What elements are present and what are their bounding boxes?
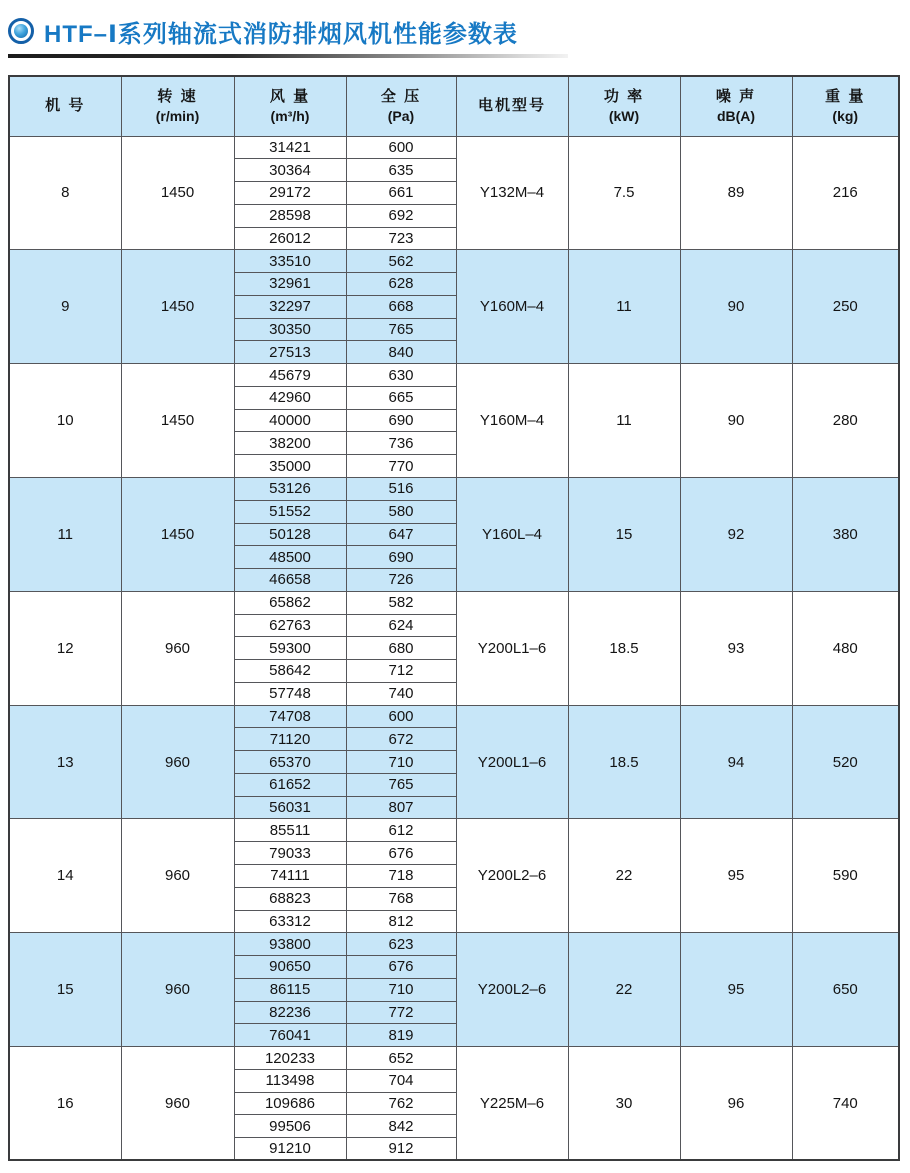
- cell-airflow: 74111: [234, 865, 346, 888]
- header-speed-unit: (r/min): [155, 107, 200, 124]
- cell-pressure: 635: [346, 159, 456, 182]
- cell-airflow: 99506: [234, 1115, 346, 1138]
- cell-airflow: 29172: [234, 182, 346, 205]
- table-row: [9, 364, 899, 387]
- cell-airflow: 56031: [234, 796, 346, 819]
- cell-pressure: 600: [346, 136, 456, 159]
- cell-airflow: 26012: [234, 227, 346, 250]
- cell-airflow: 76041: [234, 1024, 346, 1047]
- cell-pressure: 736: [346, 432, 456, 455]
- cell-motor-model: Y200L1–6: [456, 591, 568, 705]
- cell-pressure: 692: [346, 204, 456, 227]
- table-row: [9, 933, 899, 956]
- header-pressure: [346, 76, 456, 136]
- cell-airflow: 65370: [234, 751, 346, 774]
- cell-weight: 520: [792, 705, 899, 819]
- cell-noise: 96: [680, 1047, 792, 1161]
- table-row: [9, 477, 899, 500]
- cell-motor-model: Y225M–6: [456, 1047, 568, 1161]
- cell-airflow: 63312: [234, 910, 346, 933]
- header-airflow: [234, 76, 346, 136]
- cell-noise: 93: [680, 591, 792, 705]
- cell-speed: 960: [121, 819, 234, 933]
- table-row: [9, 819, 899, 842]
- cell-size: 16: [9, 1047, 121, 1161]
- cell-pressure: 762: [346, 1092, 456, 1115]
- cell-speed: 1450: [121, 477, 234, 591]
- cell-power: 11: [568, 364, 680, 478]
- cell-pressure: 812: [346, 910, 456, 933]
- cell-power: 11: [568, 250, 680, 364]
- cell-airflow: 90650: [234, 956, 346, 979]
- cell-pressure: 772: [346, 1001, 456, 1024]
- table-row: [9, 705, 899, 728]
- cell-pressure: 630: [346, 364, 456, 387]
- cell-size: 10: [9, 364, 121, 478]
- cell-power: 22: [568, 933, 680, 1047]
- cell-airflow: 45679: [234, 364, 346, 387]
- header-power-unit: (kW): [608, 107, 640, 124]
- cell-motor-model: Y160M–4: [456, 364, 568, 478]
- cell-airflow: 30364: [234, 159, 346, 182]
- cell-airflow: 58642: [234, 660, 346, 683]
- cell-motor-model: Y160M–4: [456, 250, 568, 364]
- cell-airflow: 82236: [234, 1001, 346, 1024]
- cell-noise: 92: [680, 477, 792, 591]
- title-row: [0, 0, 910, 48]
- cell-pressure: 912: [346, 1138, 456, 1161]
- table-row: [9, 591, 899, 614]
- bullseye-bullet-icon: [8, 18, 34, 44]
- cell-power: 18.5: [568, 705, 680, 819]
- cell-speed: 960: [121, 591, 234, 705]
- cell-size: 15: [9, 933, 121, 1047]
- cell-airflow: 51552: [234, 500, 346, 523]
- cell-airflow: 32297: [234, 295, 346, 318]
- header-weight-unit: (kg): [832, 107, 859, 124]
- cell-noise: 90: [680, 250, 792, 364]
- cell-pressure: 676: [346, 956, 456, 979]
- cell-pressure: 665: [346, 386, 456, 409]
- cell-pressure: 680: [346, 637, 456, 660]
- cell-pressure: 612: [346, 819, 456, 842]
- table-body: [9, 136, 899, 1160]
- header-pressure-unit: (Pa): [387, 107, 415, 124]
- cell-pressure: 652: [346, 1047, 456, 1070]
- cell-airflow: 28598: [234, 204, 346, 227]
- cell-power: 30: [568, 1047, 680, 1161]
- cell-noise: 90: [680, 364, 792, 478]
- cell-weight: 380: [792, 477, 899, 591]
- cell-weight: 216: [792, 136, 899, 250]
- cell-pressure: 628: [346, 273, 456, 296]
- header-airflow-unit: (m³/h): [270, 107, 310, 124]
- cell-size: 14: [9, 819, 121, 933]
- cell-weight: 590: [792, 819, 899, 933]
- cell-pressure: 624: [346, 614, 456, 637]
- cell-pressure: 661: [346, 182, 456, 205]
- table-header: [9, 76, 899, 136]
- cell-noise: 95: [680, 933, 792, 1047]
- header-motor-model-label: 电机型号: [477, 97, 546, 115]
- table-row: [9, 136, 899, 159]
- cell-pressure: 712: [346, 660, 456, 683]
- header-pressure-label: 全 压: [380, 88, 422, 106]
- cell-airflow: 38200: [234, 432, 346, 455]
- cell-pressure: 840: [346, 341, 456, 364]
- header-airflow-label: 风 量: [269, 88, 311, 106]
- cell-airflow: 93800: [234, 933, 346, 956]
- cell-motor-model: Y160L–4: [456, 477, 568, 591]
- cell-pressure: 580: [346, 500, 456, 523]
- cell-size: 9: [9, 250, 121, 364]
- cell-speed: 960: [121, 705, 234, 819]
- cell-pressure: 600: [346, 705, 456, 728]
- cell-power: 18.5: [568, 591, 680, 705]
- cell-pressure: 768: [346, 887, 456, 910]
- cell-pressure: 740: [346, 682, 456, 705]
- cell-size: 11: [9, 477, 121, 591]
- cell-pressure: 765: [346, 773, 456, 796]
- header-size: [9, 76, 121, 136]
- cell-speed: 1450: [121, 136, 234, 250]
- page-title: HTF–Ⅰ系列轴流式消防排烟风机性能参数表: [44, 20, 518, 48]
- cell-airflow: 113498: [234, 1069, 346, 1092]
- cell-airflow: 120233: [234, 1047, 346, 1070]
- cell-weight: 250: [792, 250, 899, 364]
- cell-airflow: 86115: [234, 978, 346, 1001]
- cell-airflow: 30350: [234, 318, 346, 341]
- header-size-label: 机 号: [45, 97, 86, 115]
- cell-airflow: 109686: [234, 1092, 346, 1115]
- cell-pressure: 819: [346, 1024, 456, 1047]
- cell-pressure: 562: [346, 250, 456, 273]
- cell-size: 13: [9, 705, 121, 819]
- cell-pressure: 647: [346, 523, 456, 546]
- cell-airflow: 65862: [234, 591, 346, 614]
- cell-pressure: 723: [346, 227, 456, 250]
- cell-airflow: 85511: [234, 819, 346, 842]
- cell-airflow: 33510: [234, 250, 346, 273]
- cell-pressure: 668: [346, 295, 456, 318]
- cell-airflow: 42960: [234, 386, 346, 409]
- cell-airflow: 62763: [234, 614, 346, 637]
- cell-pressure: 623: [346, 933, 456, 956]
- header-motor-model: [456, 76, 568, 136]
- cell-weight: 280: [792, 364, 899, 478]
- cell-pressure: 672: [346, 728, 456, 751]
- cell-airflow: 57748: [234, 682, 346, 705]
- cell-pressure: 676: [346, 842, 456, 865]
- cell-airflow: 59300: [234, 637, 346, 660]
- cell-airflow: 79033: [234, 842, 346, 865]
- header-weight: [792, 76, 899, 136]
- cell-pressure: 842: [346, 1115, 456, 1138]
- cell-pressure: 718: [346, 865, 456, 888]
- cell-airflow: 91210: [234, 1138, 346, 1161]
- cell-weight: 480: [792, 591, 899, 705]
- cell-airflow: 71120: [234, 728, 346, 751]
- cell-airflow: 68823: [234, 887, 346, 910]
- cell-airflow: 74708: [234, 705, 346, 728]
- cell-size: 8: [9, 136, 121, 250]
- header-weight-label: 重 量: [825, 88, 866, 106]
- cell-power: 15: [568, 477, 680, 591]
- cell-pressure: 807: [346, 796, 456, 819]
- header-speed-label: 转 速: [157, 88, 198, 106]
- cell-noise: 89: [680, 136, 792, 250]
- cell-pressure: 770: [346, 455, 456, 478]
- cell-airflow: 50128: [234, 523, 346, 546]
- cell-airflow: 40000: [234, 409, 346, 432]
- cell-pressure: 690: [346, 409, 456, 432]
- cell-pressure: 690: [346, 546, 456, 569]
- cell-noise: 95: [680, 819, 792, 933]
- cell-weight: 650: [792, 933, 899, 1047]
- cell-motor-model: Y200L1–6: [456, 705, 568, 819]
- cell-power: 22: [568, 819, 680, 933]
- cell-pressure: 582: [346, 591, 456, 614]
- cell-speed: 1450: [121, 250, 234, 364]
- cell-speed: 960: [121, 1047, 234, 1161]
- header-noise: [680, 76, 792, 136]
- header-speed: [121, 76, 234, 136]
- fan-parameters-table: [8, 75, 900, 1161]
- table-row: [9, 1047, 899, 1070]
- cell-motor-model: Y200L2–6: [456, 933, 568, 1047]
- cell-airflow: 27513: [234, 341, 346, 364]
- cell-airflow: 46658: [234, 569, 346, 592]
- header-noise-label: 噪 声: [715, 88, 757, 106]
- cell-airflow: 61652: [234, 773, 346, 796]
- cell-pressure: 710: [346, 751, 456, 774]
- cell-noise: 94: [680, 705, 792, 819]
- cell-speed: 1450: [121, 364, 234, 478]
- cell-power: 7.5: [568, 136, 680, 250]
- cell-speed: 960: [121, 933, 234, 1047]
- cell-airflow: 53126: [234, 477, 346, 500]
- table-row: [9, 250, 899, 273]
- header-noise-unit: dB(A): [716, 107, 756, 124]
- cell-size: 12: [9, 591, 121, 705]
- cell-pressure: 516: [346, 477, 456, 500]
- cell-airflow: 32961: [234, 273, 346, 296]
- cell-pressure: 765: [346, 318, 456, 341]
- cell-pressure: 710: [346, 978, 456, 1001]
- cell-airflow: 48500: [234, 546, 346, 569]
- header-power: [568, 76, 680, 136]
- title-underline-rule: [8, 54, 568, 58]
- cell-airflow: 31421: [234, 136, 346, 159]
- cell-motor-model: Y200L2–6: [456, 819, 568, 933]
- cell-pressure: 726: [346, 569, 456, 592]
- table-header-row: [9, 76, 899, 136]
- cell-motor-model: Y132M–4: [456, 136, 568, 250]
- cell-airflow: 35000: [234, 455, 346, 478]
- cell-weight: 740: [792, 1047, 899, 1161]
- cell-pressure: 704: [346, 1069, 456, 1092]
- header-power-label: 功 率: [603, 88, 645, 106]
